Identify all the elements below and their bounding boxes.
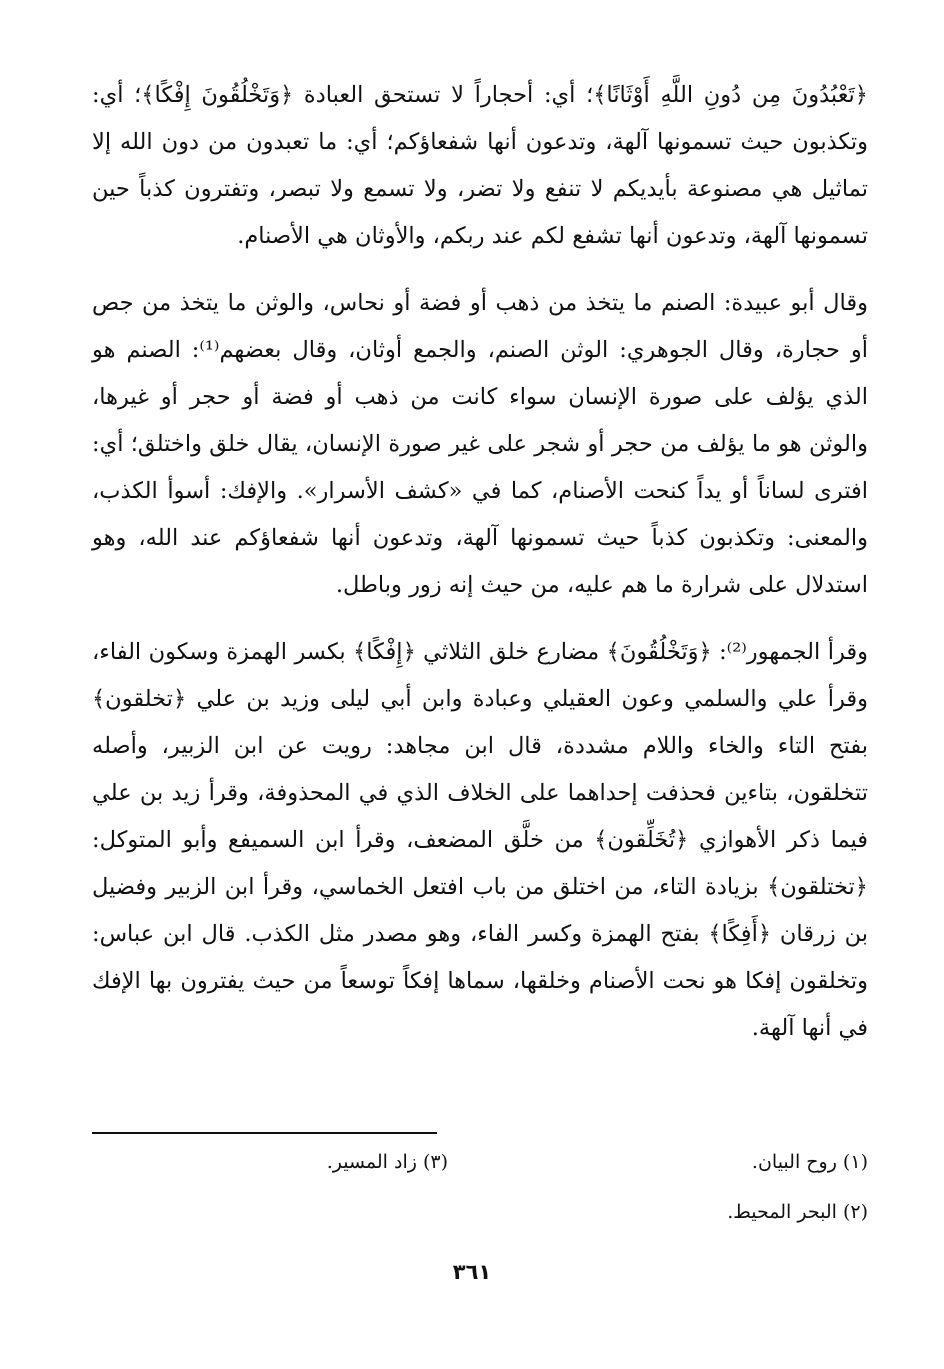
page-body [92,72,868,1052]
footnote-3: (٣) زاد المسير. [326,1151,448,1173]
footnote-2: (٢) البحر المحيط. [727,1201,868,1223]
footnote-1: (١) روح البيان. [751,1151,868,1173]
paragraph-2: وقال أبو عبيدة: الصنم ما يتخذ من ذهب أو فضة أو نحاس، والوثن ما يتخذ من جص أو حجارة، وقال الجوهري: الوثن الصنم، والجمع أوثان، وقال بعضهم⁽¹⁾: الصنم هو الذي يؤلف على صورة الإنسان سواء كانت من ذهب أو فضة أو حجر أو غيرها، والوثن هو ما يؤلف من حجر أو شجر على غير صورة الإنسان، يقال خلق واختلق؛ أي: افترى لساناً أو يداً كنحت الأصنام، كما في «كشف الأسرار». والإفك: أسوأ الكذب، والمعنى: وتكذبون كذباً حيث تسمونها آلهة، وتدعون أنها شفعاؤكم عند الله، وهو استدلال على شرارة ما هم عليه، من حيث إنه زور وباطل. [92,290,868,598]
paragraph-1: ﴿تَعْبُدُونَ مِن دُونِ اللَّهِ أَوْثَانًا﴾؛ أي: أحجاراً لا تستحق العبادة ﴿وَتَخْلُقُونَ إِفْكًا﴾؛ أي: وتكذبون حيث تسمونها آلهة، وتدعون أنها شفعاؤكم؛ أي: ما تعبدون من دون الله إلا تماثيل هي مصنوعة بأيديكم لا تنفع ولا تضر، ولا تسمع ولا تبصر، وتفترون كذباً حين تسمونها آلهة، وتدعون أنها تشفع لكم عند ربكم، والأوثان هي الأصنام. [92,82,868,249]
paragraph-3: وقرأ الجمهور⁽²⁾: ﴿وَتَخْلُقُونَ﴾ مضارع خلق الثلاثي ﴿إِفْكًا﴾ بكسر الهمزة وسكون الفاء، وقرأ علي والسلمي وعون العقيلي وعبادة وابن أبي ليلى وزيد بن علي ﴿تخلقون﴾ بفتح التاء والخاء واللام مشددة، قال ابن مجاهد: رويت عن ابن الزبير، وأصله تتخلقون، بتاءين فحذفت إحداهما على الخلاف الذي في المحذوفة، وقرأ زيد بن علي فيما ذكر الأهوازي ﴿تُخَلِّقون﴾ من خلَّق المضعف، وقرأ ابن السميفع وأبو المتوكل: ﴿تختلقون﴾ بزيادة التاء، من اختلق من باب افتعل الخماسي، وقرأ ابن الزبير وفضيل بن زرقان ﴿أَفِكًا﴾ بفتح الهمزة وكسر الفاء، وهو مصدر مثل الكذب. قال ابن عباس: وتخلقون إفكا هو نحت الأصنام وخلقها، سماها إفكاً توسعاً من حيث يفترون بها الإفك في أنها آلهة. [92,639,868,1041]
page-number: ٣٦١ [452,1260,492,1284]
footnote-separator [92,1132,437,1134]
footnotes [92,1148,868,1248]
footnote-row-1 [92,1148,868,1176]
footnote-row-2 [92,1198,868,1226]
